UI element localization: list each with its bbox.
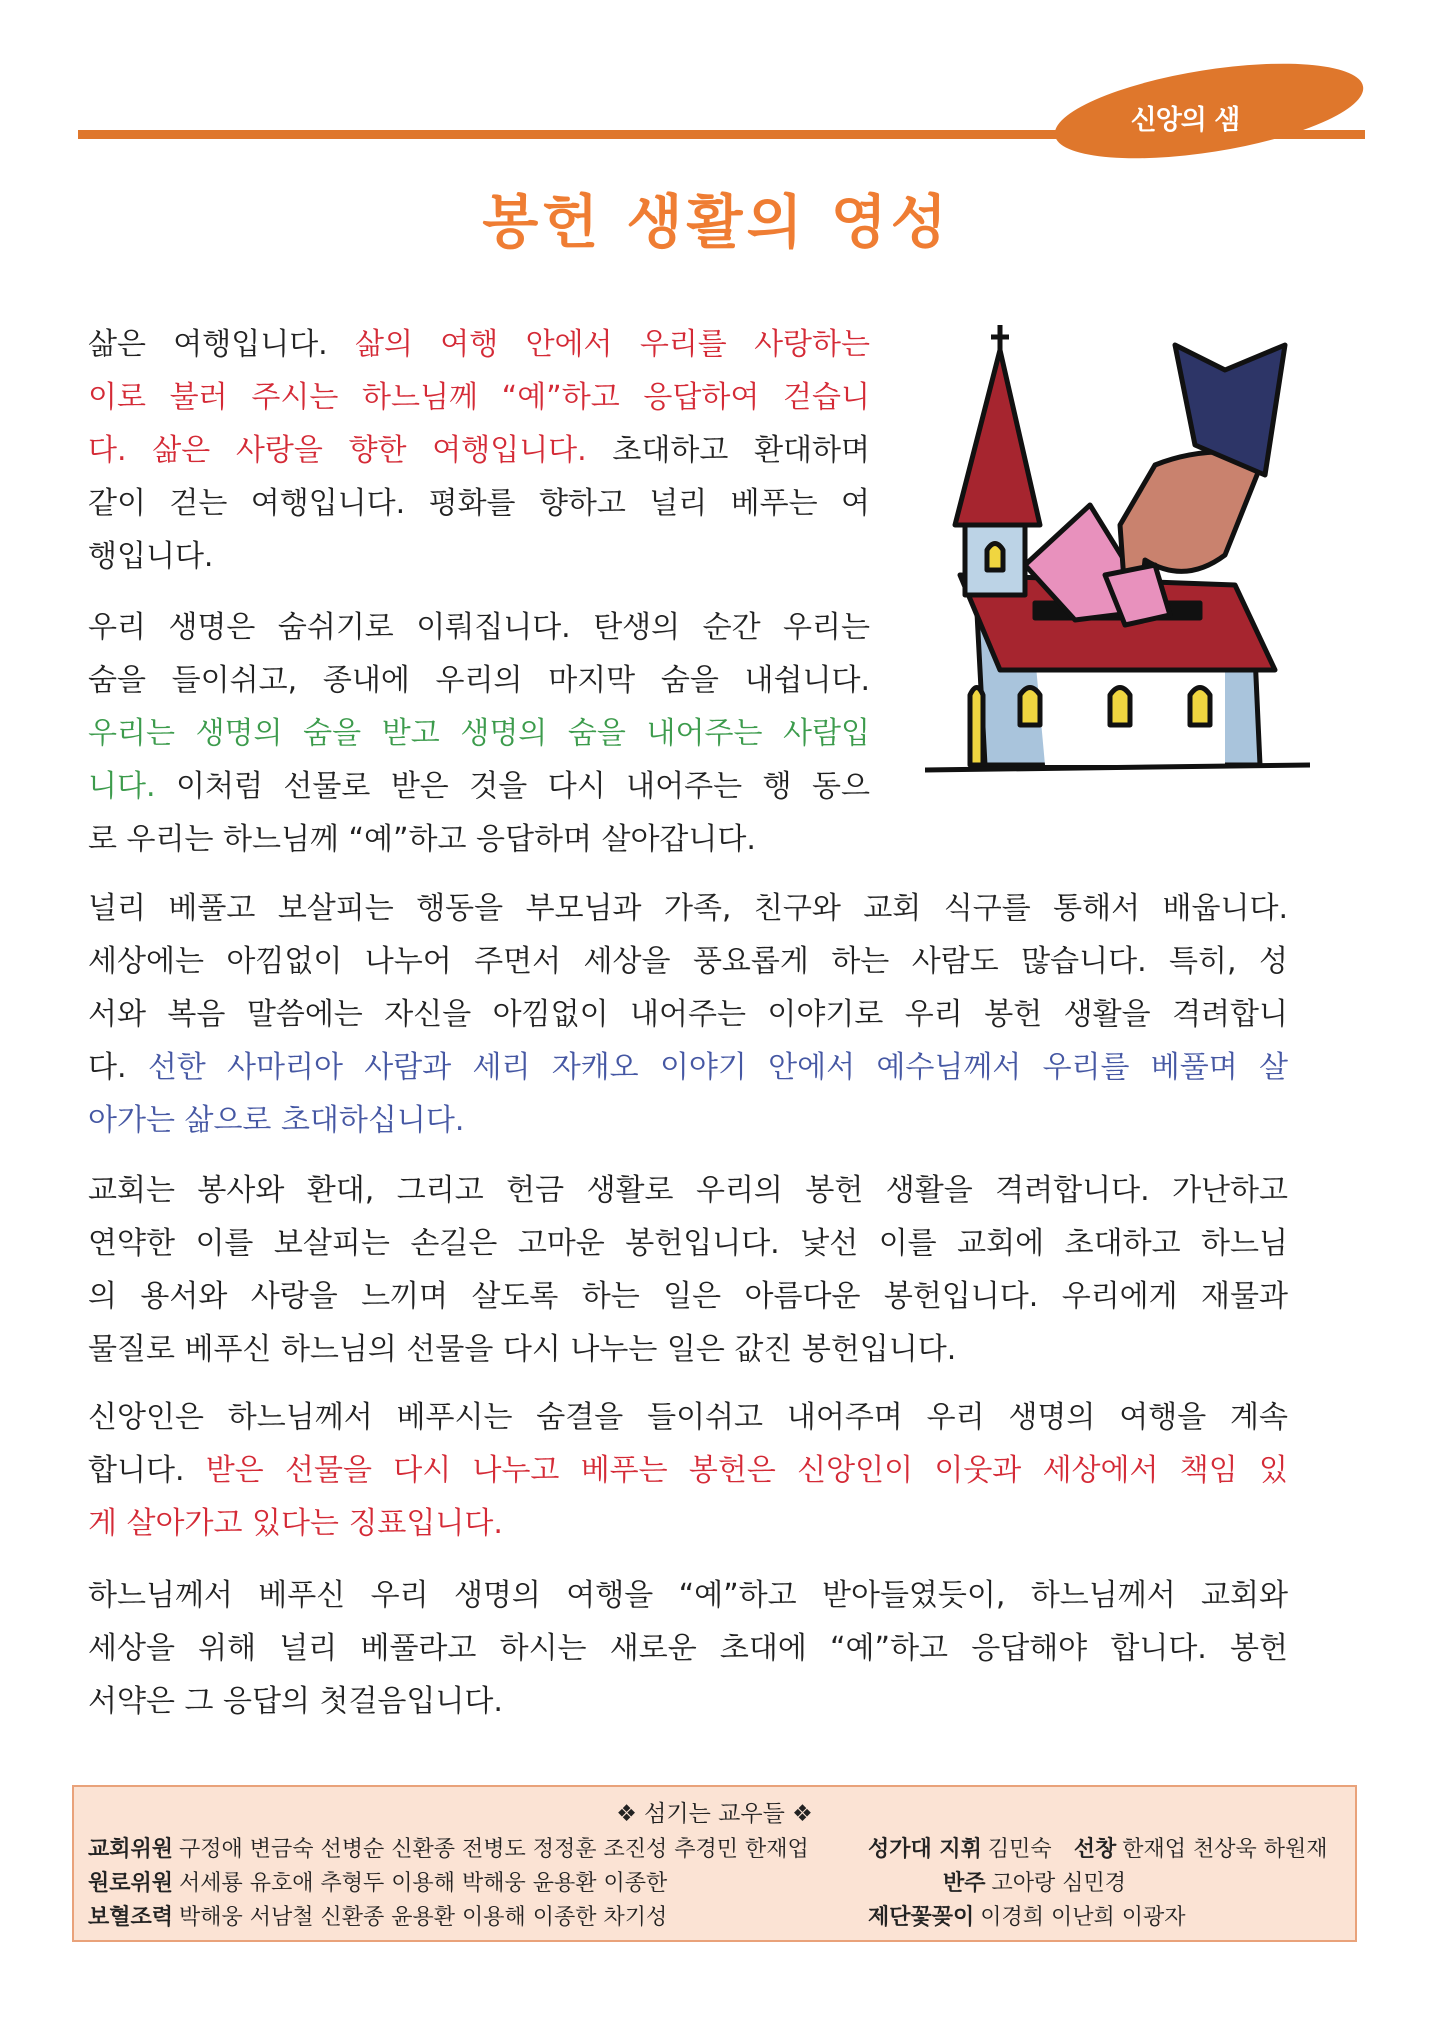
text-segment: 널리 베풀고 보살피는 행동을 부모님과 가족, 친구와 교회 식구를 통해서 배웁니다. <box>88 891 1288 926</box>
text-line <box>88 318 870 371</box>
credits-title: ❖ 섬기는 교우들 ❖ <box>616 1801 813 1827</box>
text-line <box>88 601 870 654</box>
text-segment: 이로 불러 주시는 하느님께 “예”하고 응답하여 걷습니 <box>88 380 870 415</box>
credit-role: 보혈조력 <box>88 1905 174 1930</box>
text-segment: 세상을 위해 널리 베풀라고 하시는 새로운 초대에 “예”하고 응답해야 합니다. 봉헌 <box>88 1631 1288 1666</box>
credits-box <box>72 1785 1357 1942</box>
text-segment: 초대하고 환대하며 <box>586 433 870 468</box>
text-line <box>88 1323 1288 1376</box>
text-segment: 물질로 베푸신 하느님의 선물을 다시 나누는 일은 값진 봉헌입니다. <box>88 1332 957 1367</box>
paragraph <box>88 1569 1288 1728</box>
text-segment: 받은 선물을 다시 나누고 베푸는 봉헌은 신앙인이 이웃과 세상에서 책임 있 <box>205 1453 1288 1488</box>
text-segment: 이처럼 선물로 받은 것을 다시 내어주는 행 동으 <box>155 769 870 804</box>
text-segment: 연약한 이를 보살피는 손길은 고마운 봉헌입니다. 낯선 이를 교회에 초대하고 하느님 <box>88 1226 1288 1261</box>
credit-names: 서세룡 유호애 추형두 이용해 박해웅 윤용환 이종한 <box>179 1871 668 1896</box>
credit-role: 성가대 지휘 <box>868 1837 982 1862</box>
page-title: 봉헌 생활의 영성 <box>482 188 951 256</box>
credit-names: 김민숙 <box>987 1837 1052 1862</box>
text-segment: 로 우리는 하느님께 “예”하고 응답하며 살아갑니다. <box>88 822 756 857</box>
text-line <box>88 707 870 760</box>
text-segment: 신앙인은 하느님께서 베푸시는 숨결을 들이쉬고 내어주며 우리 생명의 여행을 계속 <box>88 1400 1288 1435</box>
text-line <box>88 988 1288 1041</box>
text-segment: 숨을 들이쉬고, 종내에 우리의 마지막 숨을 내쉽니다. <box>88 663 870 698</box>
text-segment: 선한 사마리아 사람과 세리 자캐오 이야기 안에서 예수님께서 우리를 베풀며 살 <box>147 1050 1288 1085</box>
text-segment: 다. 삶은 사랑을 향한 여행입니다. <box>88 433 587 468</box>
text-segment: 행입니다. <box>88 539 214 574</box>
text-line <box>88 477 870 530</box>
text-segment: 니다. <box>88 769 156 804</box>
text-line <box>88 1094 1288 1147</box>
text-segment: 교회는 봉사와 환대, 그리고 헌금 생활로 우리의 봉헌 생활을 격려합니다. 가난하고 <box>88 1173 1288 1208</box>
text-line <box>88 882 1288 935</box>
credit-row <box>88 1832 809 1863</box>
text-segment: 우리는 생명의 숨을 받고 생명의 숨을 내어주는 사람입 <box>88 716 870 751</box>
church-offering-hand-icon <box>925 325 1310 785</box>
text-line <box>88 530 870 583</box>
paragraph <box>88 601 870 866</box>
credit-names: 구정애 변금숙 선병순 신환종 전병도 정정훈 조진성 추경민 한재업 <box>179 1837 809 1862</box>
text-segment: 삶은 여행입니다. <box>88 327 356 362</box>
credit-role: 반주 <box>943 1871 986 1896</box>
paragraph <box>88 1391 1288 1550</box>
text-line <box>88 1675 1288 1728</box>
credit-names: 한재업 천상욱 하원재 <box>1122 1837 1328 1862</box>
text-segment: 하느님께서 베푸신 우리 생명의 여행을 “예”하고 받아들였듯이, 하느님께서 교회와 <box>88 1578 1288 1613</box>
text-line <box>88 1041 1288 1094</box>
credit-role: 원로위원 <box>88 1871 174 1896</box>
text-segment: 합니다. <box>88 1453 206 1488</box>
paragraph <box>88 882 1288 1147</box>
text-segment: 의 용서와 사랑을 느끼며 살도록 하는 일은 아름다운 봉헌입니다. 우리에게 재물과 <box>88 1279 1288 1314</box>
text-segment: 같이 걷는 여행입니다. 평화를 향하고 널리 베푸는 여 <box>88 486 870 521</box>
text-segment: 게 살아가고 있다는 징표입니다. <box>88 1506 503 1541</box>
text-segment: 다. <box>88 1050 148 1085</box>
text-line <box>88 1569 1288 1622</box>
credit-role: 선창 <box>1073 1837 1117 1862</box>
text-line <box>88 813 870 866</box>
text-line <box>88 371 870 424</box>
text-line <box>88 654 870 707</box>
credit-names: 박해웅 서남철 신환종 윤용환 이용해 이종한 차기성 <box>179 1905 668 1930</box>
credit-role: 제단꽃꽂이 <box>868 1905 975 1930</box>
credit-row <box>88 1866 667 1897</box>
credit-names: 이경희 이난희 이광자 <box>980 1905 1186 1930</box>
section-badge-label: 신앙의 샘 <box>1130 105 1240 136</box>
credit-row <box>868 1832 1327 1863</box>
credit-row <box>88 1900 667 1931</box>
text-segment: 서와 복음 말씀에는 자신을 아낌없이 내어주는 이야기로 우리 봉헌 생활을 격려합니 <box>88 997 1288 1032</box>
text-line <box>88 935 1288 988</box>
text-segment: 세상에는 아낌없이 나누어 주면서 세상을 풍요롭게 하는 사람도 많습니다. 특히, 성 <box>88 944 1288 979</box>
text-line <box>88 1217 1288 1270</box>
text-line <box>88 1497 1288 1550</box>
credit-names: 고아랑 심민경 <box>991 1871 1127 1896</box>
text-line <box>88 1444 1288 1497</box>
text-segment: 우리 생명은 숨쉬기로 이뤄집니다. 탄생의 순간 우리는 <box>88 610 870 645</box>
text-line <box>88 760 870 813</box>
text-line <box>88 1270 1288 1323</box>
text-line <box>88 424 870 477</box>
credit-row <box>868 1900 1186 1931</box>
text-line <box>88 1622 1288 1675</box>
text-line <box>88 1164 1288 1217</box>
paragraph <box>88 1164 1288 1376</box>
text-line <box>88 1391 1288 1444</box>
credit-row <box>943 1866 1126 1897</box>
credit-role: 교회위원 <box>88 1837 174 1862</box>
text-segment: 아가는 삶으로 초대하십니다. <box>88 1103 465 1138</box>
paragraph <box>88 318 870 583</box>
text-segment: 서약은 그 응답의 첫걸음입니다. <box>88 1684 503 1719</box>
text-segment: 삶의 여행 안에서 우리를 사랑하는 <box>355 327 870 362</box>
